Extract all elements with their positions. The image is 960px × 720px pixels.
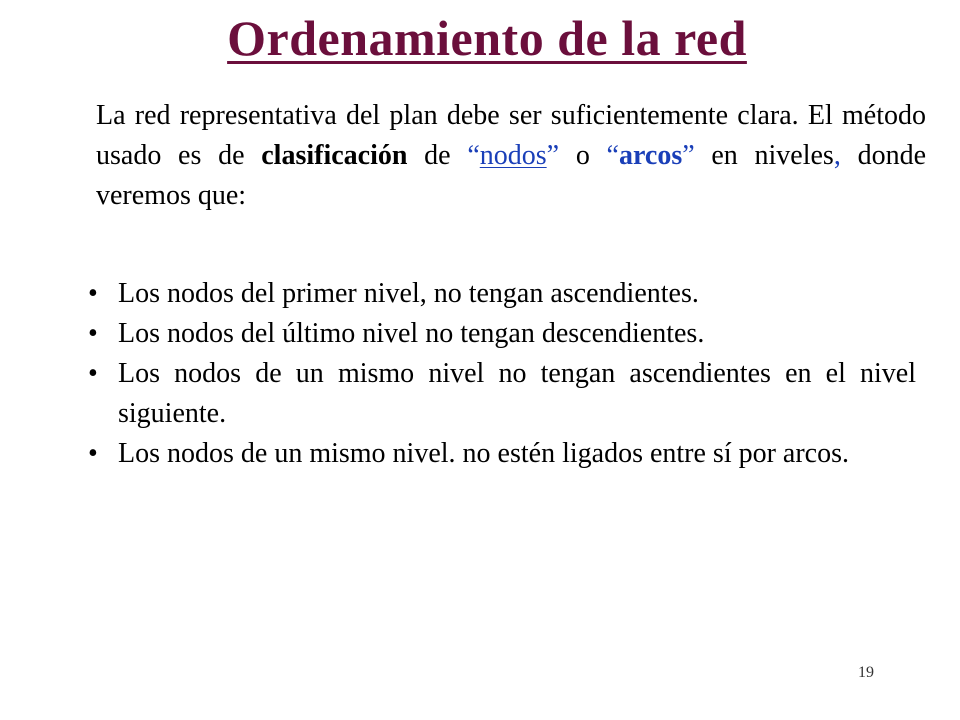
intro-close-quote-1: ” xyxy=(546,140,560,171)
bullet-icon: • xyxy=(88,358,98,389)
intro-close-quote-2: ” xyxy=(682,140,695,171)
intro-open-quote-2: “ xyxy=(606,140,619,171)
intro-text-4: en niveles xyxy=(694,140,834,171)
bullet-item xyxy=(88,314,916,354)
intro-text-1: La red representativa del plan debe ser suficientemente clara. El método usado es de xyxy=(96,100,926,171)
bullet-item xyxy=(88,354,916,434)
intro-text-5: donde veremos que: xyxy=(96,140,926,211)
intro-comma: , xyxy=(833,140,841,171)
intro-text-2: de xyxy=(407,140,468,171)
intro-term-arcos: arcos xyxy=(618,140,683,171)
bullet-item xyxy=(88,274,916,314)
intro-open-quote-1: “ xyxy=(467,140,480,171)
bullet-text: Los nodos de un mismo nivel. no estén ligados entre sí por arcos. xyxy=(118,438,849,469)
bullet-text: Los nodos de un mismo nivel no tengan ascendientes en el nivel siguiente. xyxy=(118,358,916,429)
intro-text-3: o xyxy=(559,140,607,171)
bullet-icon: • xyxy=(88,278,98,309)
bullet-item xyxy=(88,434,916,474)
intro-bold-term: clasificación xyxy=(261,140,408,171)
slide-title: Ordenamiento de la red xyxy=(227,10,747,66)
intro-link-nodos[interactable]: nodos xyxy=(479,140,547,171)
bullet-icon: • xyxy=(88,318,98,349)
bullet-text: Los nodos del último nivel no tengan descendientes. xyxy=(118,318,705,349)
bullet-list xyxy=(88,274,916,474)
intro-paragraph xyxy=(96,96,926,216)
bullet-text: Los nodos del primer nivel, no tengan ascendientes. xyxy=(118,278,699,309)
page-number: 19 xyxy=(858,664,874,681)
bullet-icon: • xyxy=(88,438,98,469)
